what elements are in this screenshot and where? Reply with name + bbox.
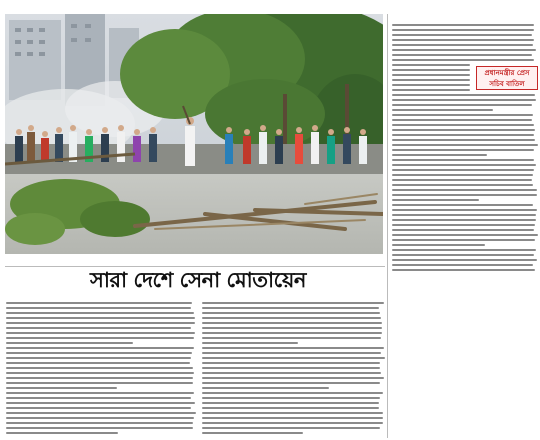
- text-line: [392, 129, 535, 131]
- text-line: [6, 362, 190, 364]
- text-line: [202, 387, 329, 389]
- text-line: [202, 367, 380, 369]
- text-line: [392, 194, 537, 196]
- text-line: [392, 239, 535, 241]
- text-line: [202, 422, 383, 424]
- text-line: [392, 249, 536, 251]
- text-line: [6, 422, 193, 424]
- page-headline: সারা দেশে সেনা মোতায়েন: [90, 267, 306, 292]
- text-line: [392, 164, 536, 166]
- text-line: [392, 209, 537, 211]
- text-line: [392, 214, 536, 216]
- text-line: [392, 114, 533, 116]
- text-line: [202, 372, 381, 374]
- text-line: [6, 412, 196, 414]
- text-line: [6, 372, 194, 374]
- text-line: [392, 199, 479, 201]
- text-line: [6, 427, 193, 429]
- text-line: [202, 352, 381, 354]
- text-line: [392, 244, 485, 246]
- text-line: [202, 332, 382, 334]
- text-line: [6, 312, 194, 314]
- text-line: [392, 29, 534, 31]
- text-line: [392, 179, 532, 181]
- right-article-column: [392, 24, 538, 274]
- text-line: [6, 417, 194, 419]
- text-line: [392, 229, 534, 231]
- text-line: [202, 402, 379, 404]
- text-line: [392, 79, 470, 81]
- text-line: [6, 332, 195, 334]
- text-line: [392, 119, 532, 121]
- text-line: [6, 307, 191, 309]
- text-line: [392, 224, 535, 226]
- text-line: [392, 44, 533, 46]
- text-line: [202, 347, 384, 349]
- text-line: [392, 174, 533, 176]
- left-article-column: [6, 302, 196, 438]
- badge-line-2: সচিব বাতিল: [489, 80, 525, 88]
- text-line: [202, 317, 381, 319]
- text-line: [202, 397, 380, 399]
- text-line: [202, 377, 384, 379]
- text-line: [392, 39, 534, 41]
- text-line: [392, 84, 470, 86]
- text-line: [392, 94, 535, 96]
- text-line: [6, 382, 193, 384]
- text-line: [6, 352, 192, 354]
- text-line: [202, 357, 385, 359]
- text-line: [6, 377, 193, 379]
- text-line: [392, 99, 536, 101]
- text-line: [6, 317, 195, 319]
- protest-photo-image: [5, 14, 383, 254]
- text-line: [392, 149, 534, 151]
- text-line: [202, 362, 380, 364]
- text-line: [6, 327, 191, 329]
- text-line: [6, 432, 118, 434]
- text-line: [392, 234, 538, 236]
- text-line: [392, 184, 533, 186]
- text-line: [392, 24, 534, 26]
- text-line: [392, 254, 534, 256]
- column-divider: [387, 14, 388, 438]
- text-line: [392, 134, 534, 136]
- text-line: [392, 69, 470, 71]
- text-line: [6, 407, 191, 409]
- text-line: [392, 104, 532, 106]
- text-line: [6, 357, 191, 359]
- text-line: [392, 124, 534, 126]
- text-line: [6, 387, 117, 389]
- text-line: [392, 219, 536, 221]
- text-line: [392, 204, 533, 206]
- protest-photo: [5, 14, 383, 254]
- text-line: [202, 337, 381, 339]
- text-line: [202, 407, 379, 409]
- text-line: [202, 322, 382, 324]
- text-line: [392, 64, 470, 66]
- text-line: [392, 74, 470, 76]
- text-line: [392, 54, 532, 56]
- text-line: [6, 367, 193, 369]
- text-line: [6, 322, 195, 324]
- text-line: [392, 269, 535, 271]
- text-line: [6, 347, 194, 349]
- text-line: [392, 139, 535, 141]
- text-line: [392, 189, 537, 191]
- text-line: [6, 392, 194, 394]
- text-line: [202, 412, 383, 414]
- text-line: [392, 49, 536, 51]
- text-line: [6, 302, 192, 304]
- text-line: [6, 337, 194, 339]
- text-line: [202, 302, 384, 304]
- text-line: [202, 427, 380, 429]
- text-line: [392, 59, 534, 61]
- text-line: [392, 169, 534, 171]
- text-line: [392, 109, 493, 111]
- middle-article-column: [202, 302, 385, 438]
- text-line: [6, 402, 195, 404]
- text-line: [6, 397, 191, 399]
- badge-line-1: প্রধানমন্ত্রীর প্রেস: [484, 69, 530, 77]
- text-line: [392, 144, 538, 146]
- text-line: [392, 159, 534, 161]
- text-line: [202, 417, 383, 419]
- text-line: [392, 154, 487, 156]
- text-line: [202, 327, 382, 329]
- text-line: [202, 432, 303, 434]
- text-line: [6, 342, 133, 344]
- text-line: [392, 34, 532, 36]
- text-line: [202, 312, 380, 314]
- text-line: [392, 89, 470, 91]
- text-line: [392, 264, 533, 266]
- press-secretary-badge: [476, 66, 538, 90]
- text-line: [202, 382, 380, 384]
- text-line: [392, 259, 537, 261]
- text-line: [202, 307, 379, 309]
- text-line: [202, 392, 383, 394]
- text-line: [202, 342, 298, 344]
